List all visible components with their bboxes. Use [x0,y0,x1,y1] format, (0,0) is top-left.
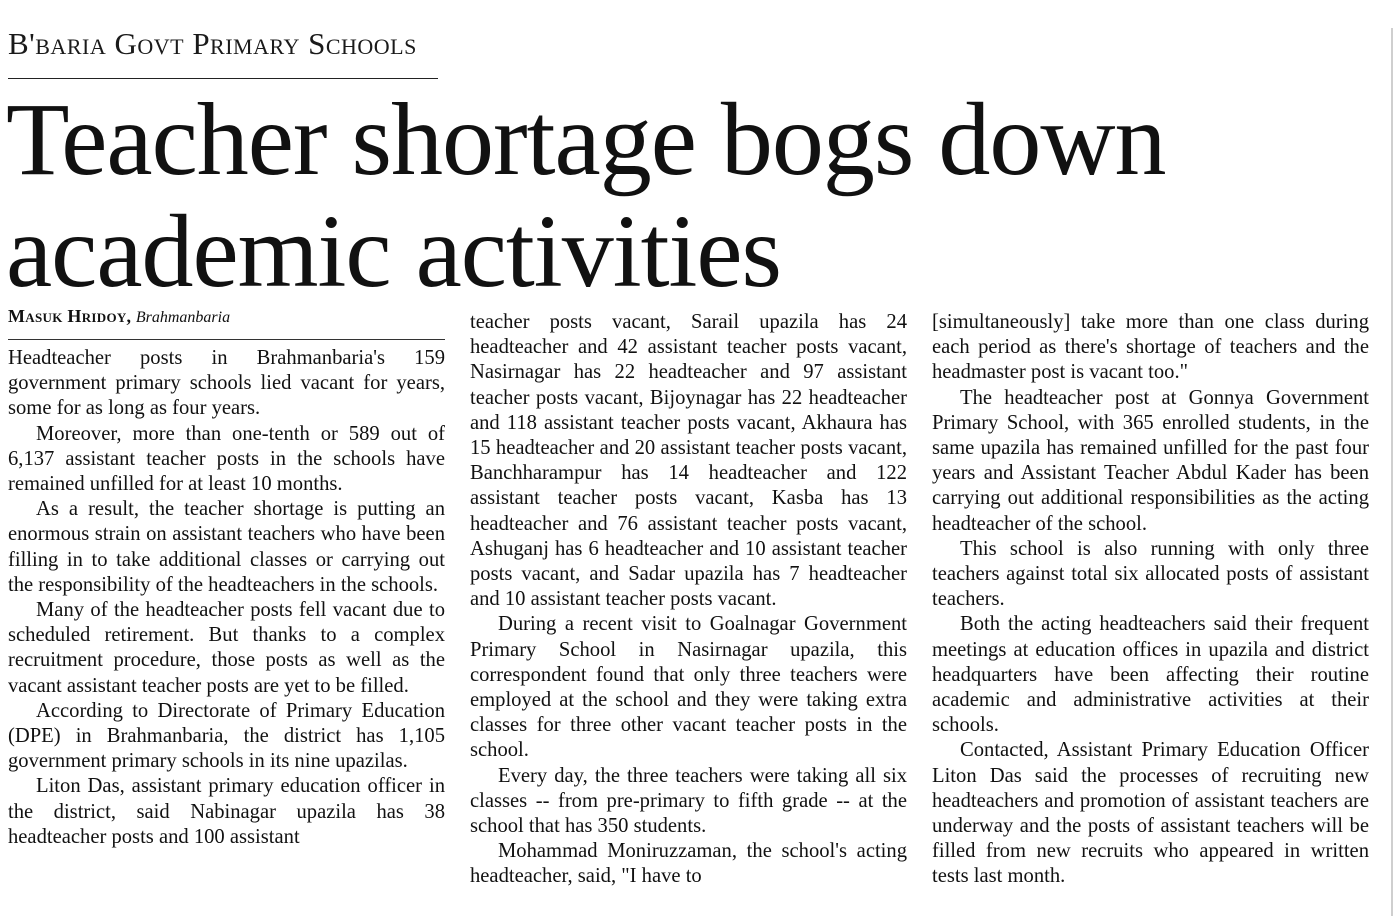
page-edge-rule [1391,28,1393,916]
byline-author: Masuk Hridoy, [8,306,132,326]
paragraph: Contacted, Assistant Primary Education Officer Liton Das said the processes of recruiting new headteachers and promotion of assistant teachers are underway and the posts of assistant teachers will be filled from new recruits who appeared in written tests last month. [932,739,1369,888]
paragraph: teacher posts vacant, Sarail upazila has 24 headteacher and 42 assistant teacher posts vacant, Nasirnagar has 22 headteacher and 97 assistant teacher posts vacant, Bijoynagar has 22 headteacher and 118 assistant teacher posts vacant, Akhaura has 15 headteacher and 20 assistant teacher posts vacant, Banchharampur has 14 headteacher and 122 assistant teacher posts vacant, Kasba has 13 headteacher and 76 assistant teacher posts vacant, Ashuganj has 6 headteacher and 10 assistant teacher posts vacant, and Sadar upazila has 7 headteacher and 10 assistant teacher posts vacant. [470,311,907,611]
paragraph: [simultaneously] take more than one class during each period as there's shortage of teachers and the headmaster post is vacant too." [932,311,1369,384]
paragraph: Many of the headteacher posts fell vacant due to scheduled retirement. But thanks to a complex recruitment procedure, those posts as well as the vacant assistant teacher posts are yet to be filled. [8,599,445,697]
paragraph: As a result, the teacher shortage is putting an enormous strain on assistant teachers who have been filling in to take additional classes or carrying out the responsibility of the headteachers in the schools. [8,498,445,596]
article-column-1 [8,346,445,850]
byline [8,303,445,340]
paragraph: Both the acting headteachers said their frequent meetings at education offices in upazila and district headquarters have been affecting their routine academic and administrative activities at their schools. [932,613,1369,737]
article-column-3 [932,310,1369,890]
paragraph: The headteacher post at Gonnya Government Primary School, with 365 enrolled students, in the same upazila has remained unfilled for the past four years and Assistant Teacher Abdul Kader has been carrying out additional responsibilities as the acting headteacher of the school. [932,386,1369,535]
article-column-2 [470,310,907,890]
paragraph: Headteacher posts in Brahmanbaria's 159 government primary schools lied vacant for years, some for as long as four years. [8,347,445,420]
paragraph: According to Directorate of Primary Education (DPE) in Brahmanbaria, the district has 1,105 government primary schools in its nine upazilas. [8,699,445,773]
paragraph: Liton Das, assistant primary education officer in the district, said Nabinagar upazila has 38 headteacher posts and 100 assistant [8,775,445,848]
paragraph: Mohammad Moniruzzaman, the school's acting headteacher, said, "I have to [470,840,907,888]
paragraph: During a recent visit to Goalnagar Government Primary School in Nasirnagar upazila, this correspondent found that only three teachers were employed at the school and they were taking extra classes for three other vacant teacher posts in the school. [470,613,907,762]
section-kicker: B'baria Govt Primary Schools [8,20,438,79]
paragraph: Moreover, more than one-tenth or 589 out of 6,137 assistant teacher posts in the schools have remained unfilled for at least 10 months. [8,422,445,496]
byline-place: Brahmanbaria [135,309,231,326]
paragraph: This school is also running with only three teachers against total six allocated posts of assistant teachers. [932,537,1369,611]
article-headline: Teacher shortage bogs down academic activities [6,82,1166,309]
paragraph: Every day, the three teachers were taking all six classes -- from pre-primary to fifth grade -- at the school that has 350 students. [470,764,907,838]
